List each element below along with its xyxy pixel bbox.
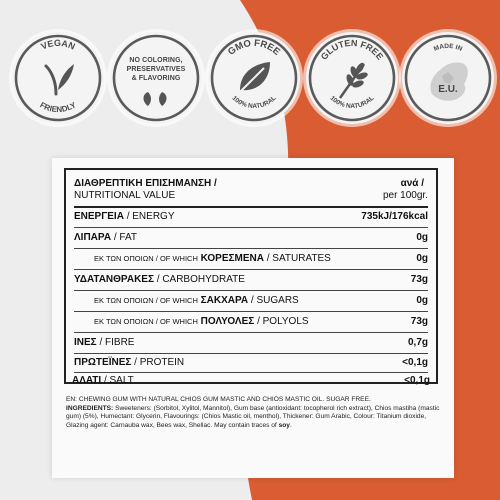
gluten-free-badge: [306, 32, 398, 124]
divider: [74, 290, 428, 291]
row-label-english: / SALT: [103, 375, 134, 386]
svg-text:VEGAN: [39, 38, 76, 52]
row-value: <0,1g: [404, 375, 430, 386]
divider: [74, 248, 428, 249]
nutrition-label: [52, 158, 454, 478]
no-coloring-badge: [110, 32, 202, 124]
ingredients-text: [66, 396, 440, 430]
row-label-greek: ΙΝΕΣ: [74, 337, 97, 348]
divider: [74, 332, 428, 333]
vegan-bottom-text: FRIENDLY: [38, 100, 78, 115]
svg-text:MADE IN: [433, 43, 464, 53]
leaf-icon: [238, 62, 270, 94]
gluten-bottom-text: 100% NATURAL: [328, 94, 376, 111]
svg-text:FRIENDLY: [38, 100, 78, 114]
row-label-english: / POLYOLS: [257, 316, 309, 327]
row-label-greek: ΠΡΩΤΕΪΝΕΣ: [74, 357, 132, 368]
eu-top-text: MADE IN: [432, 42, 464, 53]
ingredients-allergen: soy: [278, 421, 290, 429]
row-label-greek: ΥΔΑΤΑΝΘΡΑΚΕΣ: [74, 274, 154, 285]
header-title-english: NUTRITIONAL VALUE: [74, 190, 176, 201]
ingredients-product-line: EN: CHEWING GUM WITH NATURAL CHIOS GUM MASTIC AND CHIOS MASTIC OIL. SUGAR FREE.: [66, 396, 371, 403]
gmo-top-text: GMO FREE: [226, 37, 283, 58]
row-value: 0g: [416, 253, 428, 264]
gmo-bottom-text: 100% NATURAL: [230, 94, 278, 111]
row-label-greek: ΚΟΡΕΣΜΕΝΑ: [200, 253, 264, 264]
row-prefix: ΕΚ ΤΩΝ ΟΠΟΙΩΝ / OF WHICH: [94, 317, 198, 326]
header-title-greek: ΔΙΑΘΡΕΠΤΙΚΗ ΕΠΙΣΗΜΑΝΣΗ /: [74, 178, 217, 189]
no-coloring-text: [118, 56, 194, 83]
row-label-english: / CARBOHYDRATE: [156, 274, 245, 285]
ingredients-end: .: [289, 421, 292, 429]
ingredients-body: Sweeteners: (Sorbitol, Xylitol, Mannitol), Gum base (antioxidant: tocopherol rich extract), Chios mastiha (mastic gum) (5%), Humectant: Glycerin, Flavourings: (Chios Mastic oil, menthol), Thickener: Gum Arabic, Colour: Titanium dioxide, Glazing agent: Carnauba wax, Bees wax, Shellac. May contain traces of: [66, 404, 440, 429]
row-value: <0,1g: [402, 357, 428, 368]
made-in-eu-badge: [402, 32, 494, 124]
row-label-greek: ΑΛΑΤΙ: [72, 375, 102, 386]
svg-text:100% NATURAL: [329, 95, 376, 110]
vegan-top-text: VEGAN: [39, 37, 77, 52]
vegan-badge: [12, 32, 104, 124]
no-coloring-line-2: PRESERVATIVES: [126, 66, 186, 73]
row-label-english: / SATURATES: [266, 253, 331, 264]
no-coloring-line-3: & FLAVORING: [131, 75, 181, 82]
row-value: 73g: [410, 274, 428, 285]
svg-text:100% NATURAL: [231, 95, 278, 110]
row-label-greek: ΕΝΕΡΓΕΙΑ: [74, 211, 124, 222]
row-label-greek: ΣΑΚΧΑΡΑ: [200, 295, 249, 306]
ingredients-title: INGREDIENTS:: [66, 404, 114, 412]
leaves-icon: [144, 92, 167, 106]
row-value: 735kJ/176kcal: [361, 211, 428, 222]
header-per-english: per 100gr.: [382, 190, 428, 201]
nutrition-table: [64, 168, 438, 384]
wheat-icon: [340, 61, 369, 98]
leaf-icon: [46, 64, 74, 94]
eu-center-text: E.U.: [438, 84, 458, 95]
row-label-english: / ENERGY: [126, 211, 175, 222]
row-label-english: / FIBRE: [99, 337, 135, 348]
row-prefix: ΕΚ ΤΩΝ ΟΠΟΙΩΝ / OF WHICH: [94, 254, 198, 263]
gluten-top-text: GLUTEN FREE: [318, 37, 386, 62]
row-value: 0g: [416, 232, 428, 243]
row-label-english: / PROTEIN: [134, 357, 185, 368]
row-label-greek: ΠΟΛΥΟΛΕΣ: [200, 316, 255, 327]
no-coloring-line-1: NO COLORING,: [129, 57, 183, 64]
divider: [74, 353, 428, 354]
row-label-english: / FAT: [113, 232, 137, 243]
divider: [74, 269, 428, 270]
badges-row: [0, 0, 500, 150]
row-label-english: / SUGARS: [250, 295, 299, 306]
divider: [74, 311, 428, 312]
row-prefix: ΕΚ ΤΩΝ ΟΠΟΙΩΝ / OF WHICH: [94, 296, 198, 305]
divider: [74, 206, 428, 208]
divider: [74, 372, 428, 373]
svg-text:GLUTEN FREE: [319, 38, 385, 62]
row-label-greek: ΛΙΠΑΡΑ: [74, 232, 112, 243]
divider: [74, 227, 428, 228]
header-per-greek: ανά /: [400, 178, 424, 189]
gmo-free-badge: [208, 32, 300, 124]
ingredients-list: [66, 405, 440, 431]
row-value: 0,7g: [407, 337, 428, 348]
row-value: 73g: [410, 316, 428, 327]
row-value: 0g: [416, 295, 428, 306]
